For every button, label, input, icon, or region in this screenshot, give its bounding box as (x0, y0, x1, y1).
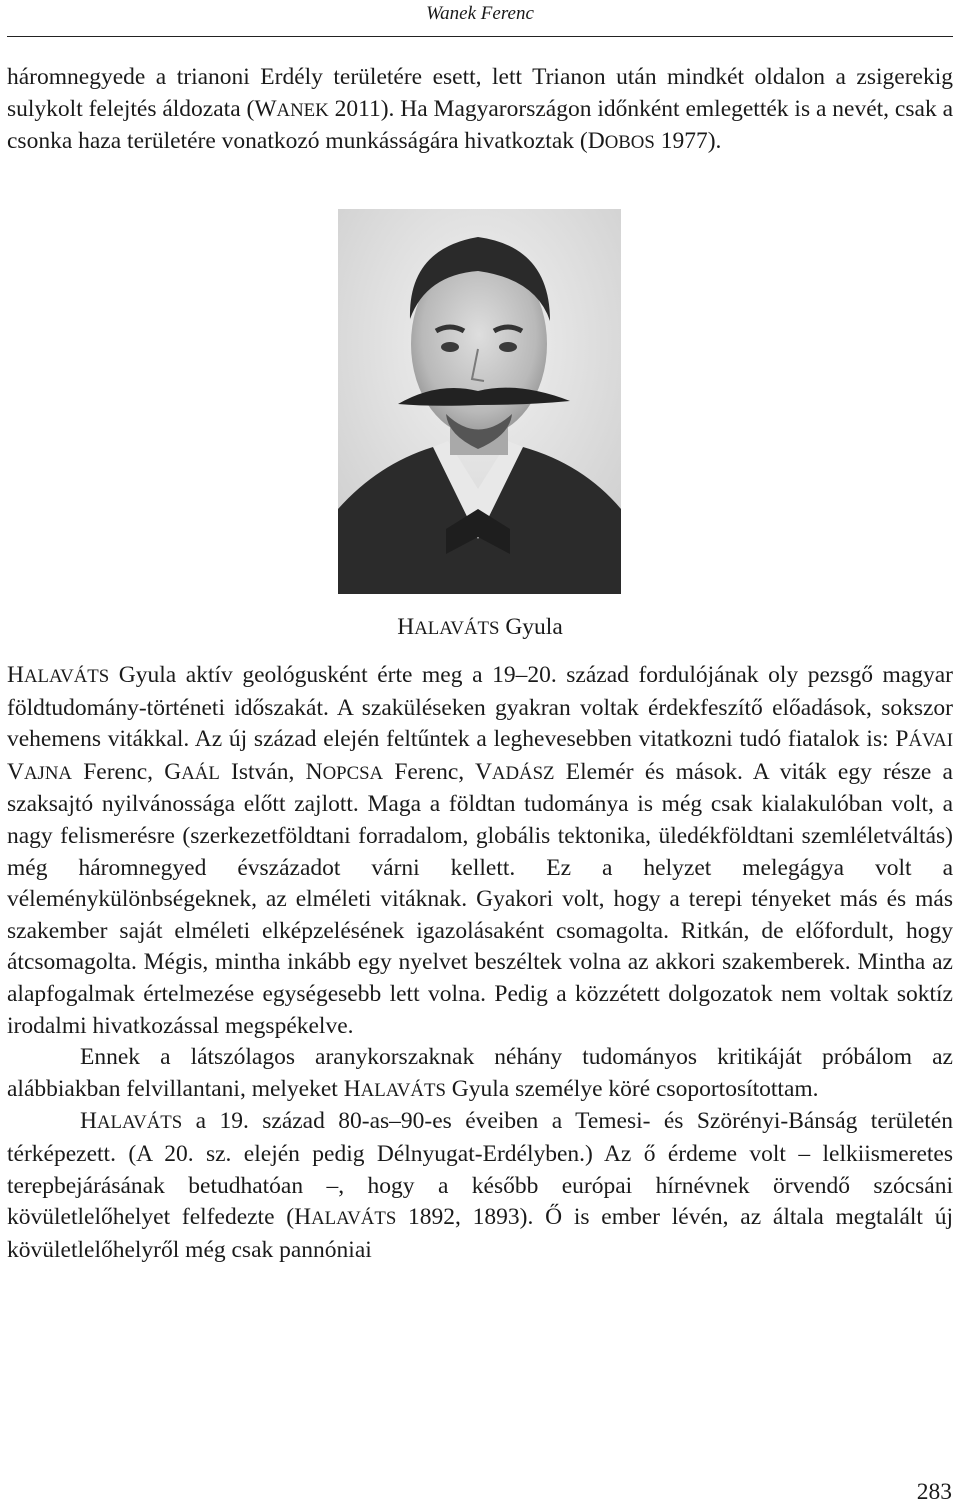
running-title: Wanek Ferenc (426, 3, 534, 24)
text-run: H (7, 662, 24, 688)
text-run: Gyula (499, 614, 563, 640)
small-caps-run: ANEK (276, 99, 329, 121)
small-caps-run: ALAVÁTS (360, 1079, 446, 1101)
intro-paragraph (7, 62, 953, 159)
small-caps-run: AJNA (23, 762, 72, 784)
text-run: István, N (219, 758, 323, 785)
intro-text (7, 62, 953, 159)
text-run: 1892, 1893). Ő is ember lévén, az általa megtalált új kövületlelőhelyről még csak pannóniai (7, 1204, 953, 1263)
main-text (7, 660, 953, 1266)
text-run: Gyula aktív geológusként érte meg a 19–20. század fordulójának oly pezsgő magyar földtudomány-történeti időszakát. A szaküléseken gyakran voltak érdekfeszítő előadások, sokszor vehemens vitákkal. Az új század elején feltűntek a leghevesebben vitatkozni tudó fiatalok is: P (7, 662, 953, 753)
text-run: Ferenc, G (71, 758, 182, 785)
header-rule (7, 36, 953, 37)
text-run: Ferenc, V (383, 758, 492, 785)
text-run: H (397, 614, 415, 640)
small-caps-run: ALAVÁTS (23, 666, 110, 687)
small-caps-run: ALAVÁTS (414, 618, 500, 639)
text-run: V (7, 758, 24, 785)
text-run: Ennek a látszólagos aranykorszaknak néhány tudományos kritikáját próbálom az alábbiakban felvillantani, melyeket H (7, 1044, 953, 1102)
text-run: a 19. század 80-as–90-es éveiben a Temesi- és Szörényi-Bánság területén térképezett. (A 20. sz. elején pedig Délnyugat-Erdélyben.) Az ő érdeme volt – lelkiismeretes terepbejárásának betudhatóan –, hogy a később európai hírnévnek örvendő szócsáni kövületlelőhelyet felfedezte (H (7, 1108, 953, 1231)
text-run: Gyula személye köré csoportosítottam. (445, 1075, 819, 1102)
small-caps-run: OPCSA (322, 762, 384, 784)
text-run: 2011). Ha Magyarországon időnként emlegették is a nevét, csak a csonka haza területére vonatkozó munkásságára hivatkoztak (D (7, 95, 953, 155)
portrait-photo (338, 209, 621, 594)
small-caps-run: OBOS (604, 132, 655, 154)
text-run: Elemér és mások. A viták egy része a szaksajtó nyilvánossága előtt zajlott. Maga a földtan tudománya is még csak kialakulóban volt, a nagy felismerésre (szerkezetföldtani forradalom, globális tektonika, üledékföldtani szemléletváltás) még háromnegyed évszázadot várni kellett. Ez a helyzet melegágya volt a véleménykülönbségeknek, az elméleti vitáknak. Gyakori volt, hogy a terepi tényeket más és más szakember saját elméleti elképzelésének igazolásaként csomagolta. Ritkán, de előfordult, hogy átcsomagolta. Mégis, mintha inkább egy nyelvet beszéltek volna az akkori szakemberek. Mintha az alapfogalmak értelmezése egységesebb lett volna. Pedig a közzétett dolgozatok nem voltak soktíz irodalmi hivatkozással megspékelve. (7, 758, 953, 1039)
small-caps-run: ADÁSZ (491, 762, 555, 784)
figure-caption (0, 612, 960, 644)
small-caps-run: ALAVÁTS (311, 1208, 397, 1230)
body-paragraph (7, 1042, 953, 1106)
body-paragraph (7, 1106, 953, 1266)
text-run: H (80, 1108, 97, 1135)
text-run: háromnegyede a trianoni Erdély területére esett, lett Trianon után mindkét oldalon a zsigerekig sulykolt felejtés áldozata (W (7, 64, 953, 122)
body-paragraph (7, 660, 953, 1042)
page-number: 283 (916, 1479, 952, 1505)
small-caps-run: ALAVÁTS (96, 1112, 183, 1134)
small-caps-run: AÁL (181, 762, 220, 784)
small-caps-run: ÁVAI (908, 730, 953, 752)
text-run: 1977). (654, 128, 722, 155)
